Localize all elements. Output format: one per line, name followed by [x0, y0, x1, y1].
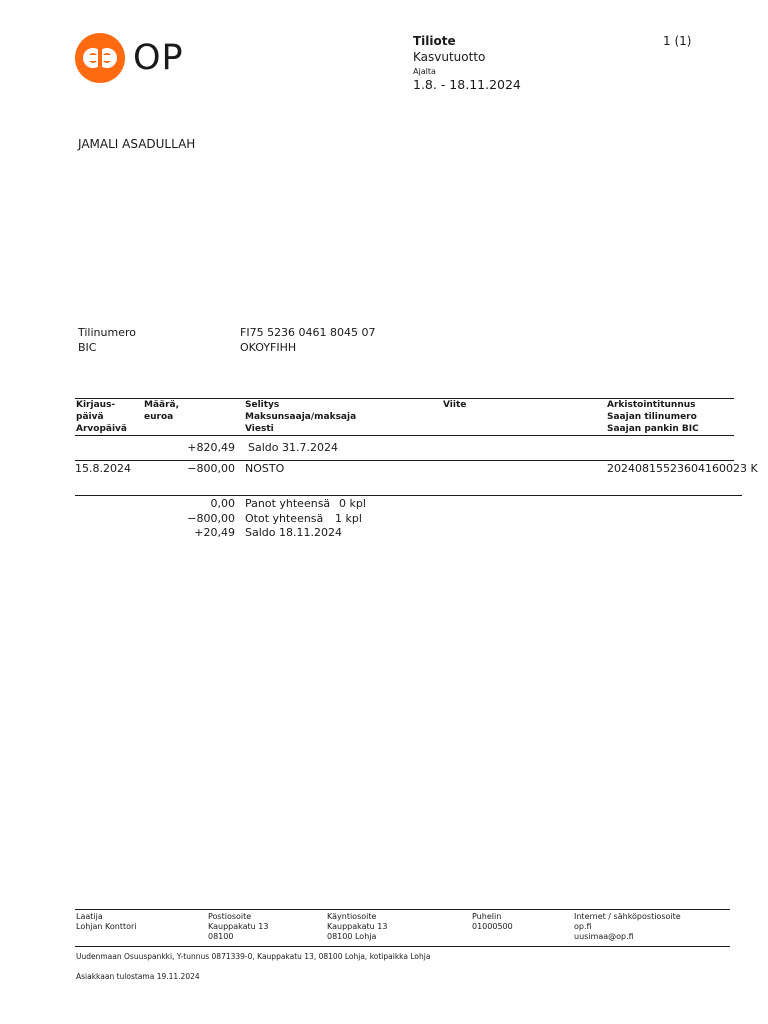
total-withdrawals-amount: −800,00	[187, 512, 235, 525]
row-archive-id: 20240815523604160023 K	[607, 462, 758, 475]
footer-issuer: Laatija Lohjan Konttori	[76, 912, 137, 931]
closing-amount: +20,49	[194, 526, 235, 539]
header-col-description: Selitys Maksunsaaja/maksaja Viesti	[245, 400, 357, 434]
opening-amount: +820,49	[187, 441, 235, 454]
print-date: Asiakkaan tulostama 19.11.2024	[76, 972, 200, 981]
bic-value: OKOYFIHH	[240, 341, 297, 354]
bic-label: BIC	[78, 341, 97, 354]
total-deposits-count: 0 kpl	[339, 497, 366, 510]
header-col-amount: Määrä, euroa	[144, 400, 180, 422]
header-col-reference: Viite	[443, 400, 467, 410]
total-deposits-label: Panot yhteensä	[245, 497, 331, 510]
document-title: Tiliote	[413, 34, 456, 48]
opening-rule	[75, 460, 734, 461]
footer-visit-address: Käyntiosoite Kauppakatu 13 08100 Lohja	[327, 912, 388, 941]
period-value: 1.8. - 18.11.2024	[413, 77, 521, 92]
closing-label: Saldo 18.11.2024	[245, 526, 342, 539]
op-logo-icon	[75, 33, 125, 83]
row-description: NOSTO	[245, 462, 285, 475]
footer-internet: Internet / sähköpostiosoite op.fi uusimaa@op.fi	[574, 912, 681, 941]
account-type: Kasvutuotto	[413, 50, 486, 64]
company-info: Uudenmaan Osuuspankki, Y-tunnus 0871339-0, Kauppakatu 13, 08100 Lohja, kotipaikka Lohja	[76, 952, 431, 961]
footer-postal-address: Postiosoite Kauppakatu 13 08100	[208, 912, 269, 941]
row-amount: −800,00	[187, 462, 235, 475]
brand-name: OP	[133, 38, 184, 78]
account-number-label: Tilinumero	[78, 326, 136, 339]
header-col-date: Kirjaus- päivä Arvopäivä	[76, 400, 127, 434]
period-label: Ajalta	[413, 67, 436, 76]
total-deposits-amount: 0,00	[210, 497, 235, 510]
footer-phone: Puhelin 01000500	[472, 912, 513, 931]
table-header-rule	[75, 435, 734, 436]
total-withdrawals-count: 1 kpl	[335, 512, 362, 525]
footer-top-rule	[75, 909, 730, 910]
footer-bottom-rule	[75, 946, 730, 947]
page-number: 1 (1)	[663, 34, 692, 48]
totals-rule	[75, 495, 742, 496]
total-withdrawals-label: Otot yhteensä	[245, 512, 324, 525]
opening-text: Saldo 31.7.2024	[248, 441, 338, 454]
row-date: 15.8.2024	[75, 462, 131, 475]
account-number: FI75 5236 0461 8045 07	[240, 326, 376, 339]
recipient-name: JAMALI ASADULLAH	[78, 137, 196, 151]
header-col-archive: Arkistointitunnus Saajan tilinumero Saajan pankin BIC	[607, 400, 699, 434]
